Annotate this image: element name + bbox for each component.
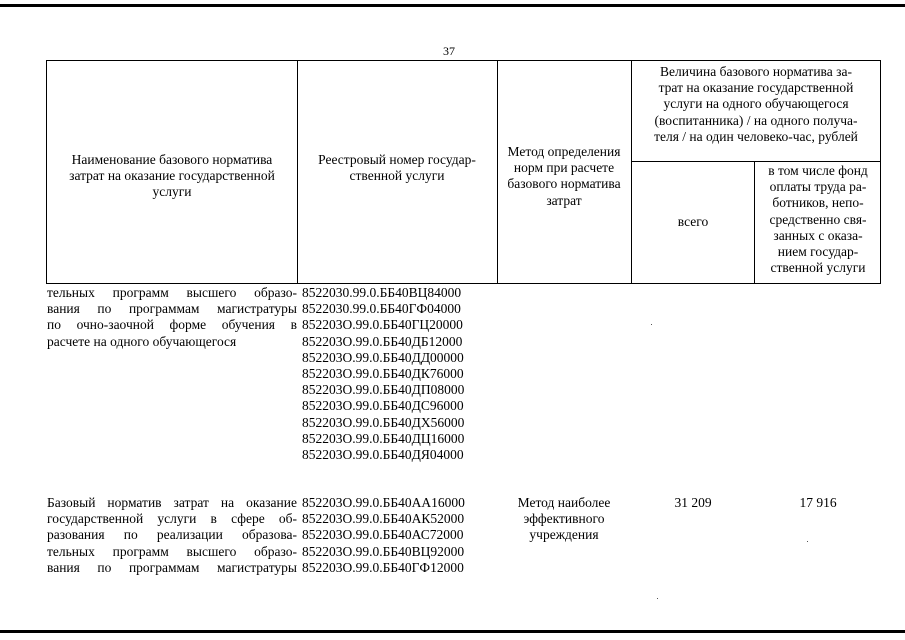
registry-code: 852203О.99.0.ББ40АС72000 bbox=[302, 527, 464, 543]
header-line: норм при расчете bbox=[513, 160, 615, 176]
header-line: трат на оказание государственной bbox=[658, 80, 854, 96]
registry-code: 852203О.99.0.ББ40ГЦ20000 bbox=[302, 317, 463, 333]
header-total-text bbox=[634, 214, 752, 230]
header-column-divider bbox=[754, 161, 755, 284]
scan-speck bbox=[651, 324, 652, 325]
page-number: 37 bbox=[443, 44, 455, 58]
row-name-line: вания по программам магистратуры bbox=[47, 301, 297, 317]
registry-code: 852203О.99.0.ББ40ГФ12000 bbox=[302, 559, 464, 575]
header-line: ственной услуги bbox=[770, 260, 866, 276]
header-line: в том числе фонд bbox=[768, 163, 868, 178]
registry-code: 852203О.99.0.ББ40ДЯ04000 bbox=[302, 447, 464, 463]
header-line: Реестровый номер государ- bbox=[318, 152, 476, 167]
header-line: оплаты труда ра- bbox=[769, 179, 867, 195]
header-line: всего bbox=[677, 214, 709, 229]
registry-code: 852203О.99.0.ББ40ДС96000 bbox=[302, 398, 464, 414]
header-line: нием государ- bbox=[777, 244, 859, 260]
method-line: учреждения bbox=[529, 527, 599, 543]
header-value-text bbox=[634, 64, 878, 145]
row2-wage: 17 916 bbox=[799, 495, 837, 510]
header-line: ственной услуги bbox=[349, 168, 445, 184]
registry-code: 852203О.99.0.ББ40ВЦ92000 bbox=[302, 543, 465, 559]
header-line: Метод определения bbox=[507, 144, 621, 159]
header-registry-text bbox=[302, 152, 492, 184]
registry-code: 852203О.99.0.ББ40АК52000 bbox=[302, 511, 465, 527]
row2-codes bbox=[302, 495, 502, 576]
scan-speck bbox=[807, 541, 808, 542]
method-line: эффективного bbox=[523, 511, 605, 527]
row-name-line: тельных программ высшего образо- bbox=[47, 285, 297, 300]
registry-code: 852203О.99.0.ББ40АА16000 bbox=[302, 495, 465, 510]
header-line: услуги на одного обучающегося bbox=[663, 96, 849, 112]
row2-method bbox=[499, 495, 629, 544]
row-name-line: по очно-заочной форме обучения в bbox=[47, 317, 297, 333]
top-rule bbox=[0, 4, 905, 7]
registry-code: 8522030.99.0.ББ40ГФ04000 bbox=[302, 301, 461, 317]
header-method-text bbox=[499, 144, 629, 209]
header-line: теля / на один человеко-час, рублей bbox=[654, 128, 858, 144]
header-line: базового норматива bbox=[507, 176, 621, 192]
row-name-line: государственной услуги в сфере об- bbox=[47, 511, 297, 527]
row1-codes bbox=[302, 285, 502, 463]
registry-code: 852203О.99.0.ББ40ДК76000 bbox=[302, 366, 464, 382]
row-name-line: вания по программам магистратуры bbox=[47, 559, 297, 575]
registry-code: 852203О.99.0.ББ40ДХ56000 bbox=[302, 414, 465, 430]
header-subdivider bbox=[631, 161, 881, 162]
row2-total: 31 209 bbox=[674, 495, 712, 510]
row-name-line: разования по реализации образова- bbox=[47, 527, 297, 543]
header-line: (воспитанника) / на одного получа- bbox=[654, 112, 858, 128]
header-line: Величина базового норматива за- bbox=[660, 64, 852, 79]
scan-speck bbox=[657, 598, 658, 599]
bottom-rule bbox=[0, 630, 905, 633]
registry-code: 852203О.99.0.ББ40ДД00000 bbox=[302, 349, 464, 365]
header-name-text bbox=[52, 152, 292, 201]
header-line: услуги bbox=[152, 184, 192, 200]
registry-code: 852203О.99.0.ББ40ДБ12000 bbox=[302, 333, 463, 349]
row1-name bbox=[47, 285, 297, 350]
header-line: затрат bbox=[546, 192, 582, 208]
row-name-line: расчете на одного обучающегося bbox=[47, 333, 237, 349]
method-line: Метод наиболее bbox=[517, 495, 611, 510]
header-line: ботников, непо- bbox=[772, 195, 864, 211]
row-name-line: Базовый норматив затрат на оказание bbox=[47, 495, 297, 510]
header-line: средственно свя- bbox=[769, 211, 867, 227]
registry-code: 852203О.99.0.ББ40ДЦ16000 bbox=[302, 430, 465, 446]
header-line: Наименование базового норматива bbox=[71, 152, 273, 167]
header-line: затрат на оказание государственной bbox=[69, 168, 275, 184]
header-wage-text bbox=[757, 163, 879, 276]
row-name-line: тельных программ высшего образо- bbox=[47, 543, 297, 559]
header-line: занных с оказа- bbox=[773, 227, 863, 243]
registry-code: 852203О.99.0.ББ40ДП08000 bbox=[302, 382, 465, 398]
registry-code: 8522030.99.0.ББ40ВЦ84000 bbox=[302, 285, 462, 300]
row2-name bbox=[47, 495, 297, 576]
